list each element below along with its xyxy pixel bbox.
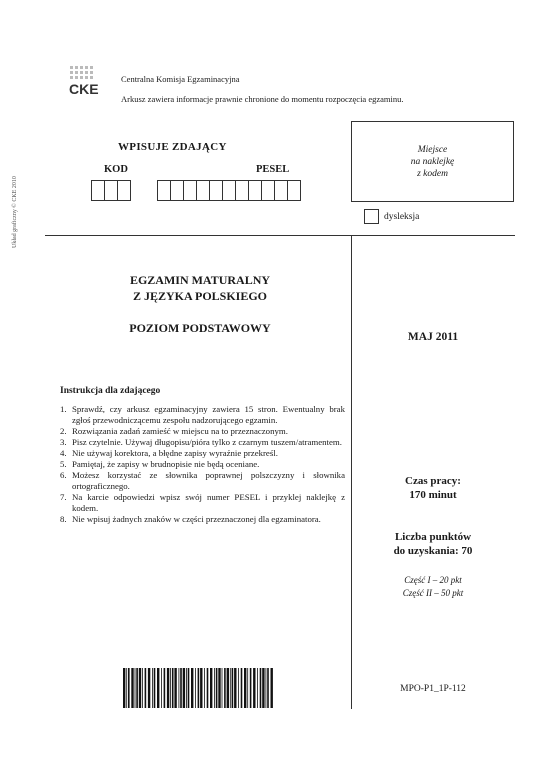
- pesel-digit-box[interactable]: [170, 180, 184, 201]
- barcode-bar: [266, 668, 267, 708]
- barcode: [123, 668, 273, 708]
- kod-label: KOD: [104, 164, 128, 175]
- dyslexia-checkbox[interactable]: [364, 209, 379, 224]
- kod-digit-box[interactable]: [117, 180, 131, 201]
- pesel-label: PESEL: [256, 164, 290, 175]
- barcode-bar: [180, 668, 182, 708]
- barcode-bar: [191, 668, 193, 708]
- barcode-bar: [198, 668, 200, 708]
- barcode-bar: [222, 668, 223, 708]
- time-value: 170 minut: [409, 489, 457, 501]
- kod-digit-box[interactable]: [91, 180, 105, 201]
- sticker-line: z kodem: [417, 168, 448, 179]
- instructions-list: [60, 404, 345, 525]
- sticker-placeholder: [351, 121, 514, 202]
- barcode-bar: [214, 668, 215, 708]
- logo-text: CKE: [69, 81, 99, 96]
- barcode-bar: [172, 668, 174, 708]
- barcode-bar: [247, 668, 248, 708]
- barcode-bar: [200, 668, 202, 708]
- barcode-bar: [161, 668, 162, 708]
- barcode-bar: [136, 668, 138, 708]
- list-item: 6. Możesz korzystać ze słownika poprawnej polszczyzny i słownika ortograficznego.: [60, 470, 345, 491]
- pesel-digit-box[interactable]: [196, 180, 210, 201]
- horizontal-divider: [45, 235, 515, 236]
- instructions-title: Instrukcja dla zdającego: [60, 386, 161, 396]
- barcode-bar: [204, 668, 205, 708]
- barcode-bar: [232, 668, 234, 708]
- barcode-bar: [234, 668, 236, 708]
- barcode-bar: [186, 668, 187, 708]
- part2-points: Część II – 50 pkt: [402, 588, 464, 598]
- barcode-bar: [123, 668, 125, 708]
- exam-session: MAJ 2011: [407, 331, 459, 343]
- cke-logo: [68, 64, 104, 96]
- barcode-bar: [154, 668, 156, 708]
- pesel-digit-box[interactable]: [248, 180, 262, 201]
- barcode-bar: [157, 668, 159, 708]
- pesel-digit-box[interactable]: [287, 180, 301, 201]
- barcode-bar: [135, 668, 136, 708]
- sticker-line: na naklejkę: [410, 156, 455, 167]
- barcode-bar: [253, 668, 255, 708]
- barcode-bar: [230, 668, 231, 708]
- pesel-digit-box[interactable]: [157, 180, 171, 201]
- barcode-bar: [227, 668, 229, 708]
- list-item: 1. Sprawdź, czy arkusz egzaminacyjny zawiera 15 stron. Ewentualny brak zgłoś przewodniczącemu zespołu nadzorującego egzamin.: [60, 404, 345, 425]
- list-item: 5. Pamiętaj, że zapisy w brudnopisie nie będą oceniane.: [60, 459, 260, 469]
- barcode-bar: [216, 668, 218, 708]
- barcode-bar: [241, 668, 243, 708]
- barcode-bar: [238, 668, 239, 708]
- barcode-bar: [128, 668, 130, 708]
- time-label: Czas pracy:: [405, 475, 461, 487]
- list-item: 2. Rozwiązania zadań zamieść w miejscu na to przeznaczonym.: [60, 426, 288, 436]
- pesel-digit-box[interactable]: [209, 180, 223, 201]
- barcode-bar: [271, 668, 273, 708]
- list-item: 3. Pisz czytelnie. Używaj długopisu/pióra tylko z czarnym tuszem/atramentem.: [60, 437, 342, 447]
- barcode-bar: [152, 668, 153, 708]
- barcode-bar: [131, 668, 133, 708]
- barcode-bar: [218, 668, 220, 708]
- exam-level: POZIOM PODSTAWOWY: [129, 321, 271, 335]
- list-item: 4. Nie używaj korektora, a błędne zapisy wyraźnie przekreśl.: [60, 448, 278, 458]
- exam-title-line2: Z JĘZYKA POLSKIEGO: [132, 289, 268, 303]
- barcode-bar: [250, 668, 252, 708]
- kod-input-boxes[interactable]: [91, 180, 130, 201]
- barcode-bar: [267, 668, 269, 708]
- barcode-bar: [126, 668, 127, 708]
- dyslexia-label: dysleksja: [384, 212, 420, 222]
- barcode-bar: [188, 668, 190, 708]
- barcode-bar: [142, 668, 143, 708]
- barcode-bar: [257, 668, 258, 708]
- barcode-bar: [139, 668, 141, 708]
- pesel-digit-box[interactable]: [235, 180, 249, 201]
- exam-code: MPO-P1_1P-112: [400, 684, 466, 694]
- pesel-digit-box[interactable]: [261, 180, 275, 201]
- list-item: 7. Na karcie odpowiedzi wpisz swój numer PESEL i przyklej naklejkę z kodem.: [60, 492, 345, 513]
- barcode-bar: [179, 668, 180, 708]
- list-item: 8. Nie wpisuj żadnych znaków w części przeznaczonej dla egzaminatora.: [60, 514, 321, 524]
- pesel-digit-box[interactable]: [222, 180, 236, 201]
- barcode-bar: [167, 668, 169, 708]
- pesel-input-boxes[interactable]: [157, 180, 300, 201]
- points-value: do uzyskania: 70: [393, 545, 473, 557]
- pesel-digit-box[interactable]: [183, 180, 197, 201]
- barcode-bar: [174, 668, 176, 708]
- barcode-bar: [170, 668, 171, 708]
- barcode-bar: [195, 668, 196, 708]
- barcode-bar: [210, 668, 212, 708]
- barcode-bar: [207, 668, 209, 708]
- barcode-bar: [262, 668, 264, 708]
- pesel-digit-box[interactable]: [274, 180, 288, 201]
- barcode-bar: [145, 668, 147, 708]
- protection-notice: Arkusz zawiera informacje prawnie chronione do momentu rozpoczęcia egzaminu.: [121, 94, 404, 104]
- copyright-side-label: Układ graficzny © CKE 2010: [12, 176, 18, 248]
- sticker-line: Miejsce: [417, 144, 448, 155]
- exam-title-line1: EGZAMIN MATURALNY: [129, 273, 271, 287]
- part1-points: Część I – 20 pkt: [404, 575, 462, 585]
- barcode-bar: [164, 668, 166, 708]
- barcode-bar: [244, 668, 246, 708]
- kod-digit-box[interactable]: [104, 180, 118, 201]
- barcode-bar: [148, 668, 150, 708]
- points-label: Liczba punktów: [394, 531, 472, 543]
- barcode-bar: [260, 668, 262, 708]
- institution-name: Centralna Komisja Egzaminacyjna: [121, 74, 240, 84]
- student-section-title: WPISUJE ZDAJĄCY: [118, 141, 227, 153]
- vertical-divider: [351, 235, 352, 709]
- barcode-bar: [183, 668, 185, 708]
- barcode-bar: [224, 668, 226, 708]
